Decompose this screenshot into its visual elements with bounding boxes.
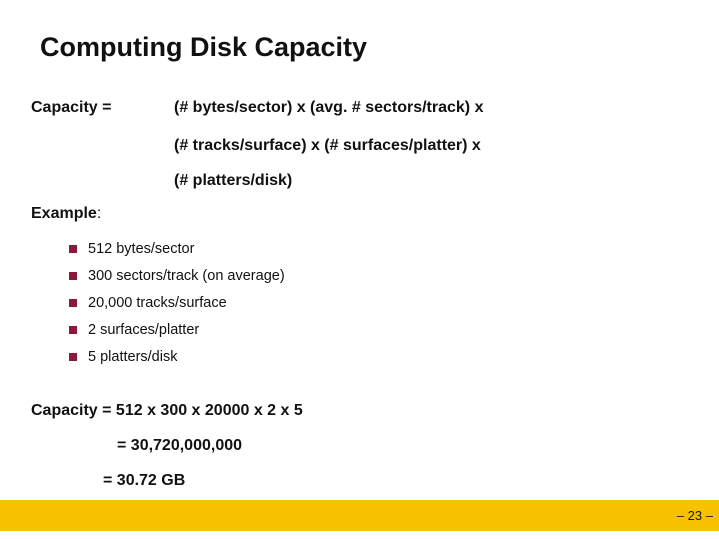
page-number: – 23 – <box>676 508 713 523</box>
list-item <box>69 289 285 316</box>
list-item <box>69 262 285 289</box>
formula-line-2: (# tracks/surface) x (# surfaces/platter) x <box>174 137 481 154</box>
example-list <box>69 235 285 370</box>
list-item-text: 300 sectors/track (on average) <box>88 267 285 284</box>
bullet-square-icon <box>69 272 77 280</box>
example-heading <box>31 205 101 223</box>
slide-title: Computing Disk Capacity <box>40 32 368 62</box>
list-item-text: 20,000 tracks/surface <box>88 294 227 311</box>
list-item-text: 5 platters/disk <box>88 348 178 365</box>
bullet-square-icon <box>69 326 77 334</box>
formula-line-1: (# bytes/sector) x (avg. # sectors/track) x <box>174 99 484 116</box>
list-item <box>69 235 285 262</box>
list-item <box>69 316 285 343</box>
calculation-line-3: = 30.72 GB <box>103 472 186 489</box>
bullet-square-icon <box>69 245 77 253</box>
list-item-text: 2 surfaces/platter <box>88 321 200 338</box>
formula-line-3: (# platters/disk) <box>174 172 293 189</box>
bullet-square-icon <box>69 353 77 361</box>
footer-bar <box>0 500 719 531</box>
calculation-line-2: = 30,720,000,000 <box>117 437 243 454</box>
calculation-line-1: Capacity = 512 x 300 x 20000 x 2 x 5 <box>31 402 303 419</box>
example-label: Example <box>31 205 97 222</box>
list-item <box>69 343 285 370</box>
example-colon: : <box>96 205 102 222</box>
bullet-square-icon <box>69 299 77 307</box>
capacity-label: Capacity = <box>31 99 112 116</box>
list-item-text: 512 bytes/sector <box>88 240 195 257</box>
